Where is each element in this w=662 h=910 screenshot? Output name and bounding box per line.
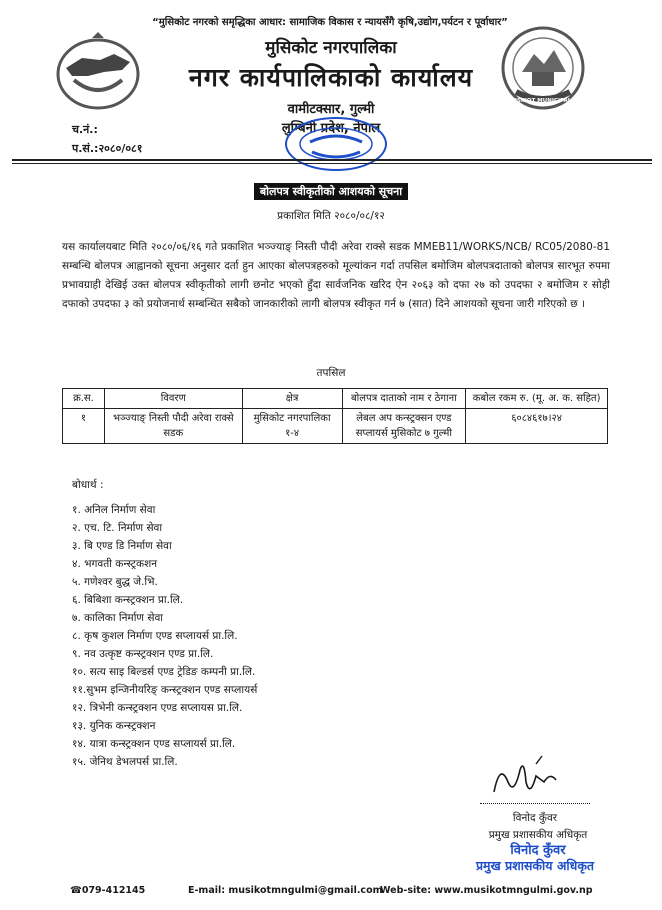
address-line-1: वामीटक्सार, गुल्मी [287, 102, 375, 117]
cell-bidder: लेबल अप कन्स्ट्रक्सन एण्ड सप्लायर्स मुसिकोट ७ गुल्मी [342, 409, 466, 444]
list-item: २. एच. टि. निर्माण सेवा [72, 522, 163, 534]
stamp-signatory-name: विनोद कुँवर [510, 843, 566, 858]
list-item: १. अनिल निर्माण सेवा [72, 504, 156, 516]
municipality-logo-text: MUSIKOT MUNICIPALITY [506, 98, 582, 104]
municipality-name: मुसिकोट नगरपालिका [265, 38, 397, 58]
list-item: ३. बि एण्ड डि निर्माण सेवा [72, 540, 172, 552]
stamp-signatory-designation: प्रमुख प्रशासकीय अधिकृत [475, 858, 595, 873]
copy-to-title: बोधार्थ : [72, 479, 104, 491]
address-line-2: लुम्बिनी प्रदेश, नेपाल [281, 121, 381, 136]
reference-number: च.नं.: [72, 123, 98, 136]
header-rule-thin [12, 163, 652, 164]
registration-number: प.सं.:२०८०/०८१ [72, 142, 143, 155]
footer-website: Web-site: www.musikotmngulmi.gov.np [380, 885, 593, 896]
list-item: १५. जेनिथ डेभलपर्स प्रा.लि. [72, 756, 178, 768]
footer-email: E-mail: musikotmngulmi@gmail.com [188, 885, 383, 896]
list-item: १३. युनिक कन्स्ट्रक्शन [72, 720, 156, 732]
signatory-designation: प्रमुख प्रशासकीय अधिकृत [488, 829, 588, 841]
table-caption: तपसिल [316, 367, 346, 379]
published-date: प्रकाशित मिति २०८०/०८/१२ [277, 210, 385, 222]
list-item: १४. यात्रा कन्स्ट्रक्शन एण्ड सप्लायर्स प्रा.लि. [72, 738, 236, 750]
signatory-name: विनोद कुँवर [512, 812, 558, 824]
bid-table [62, 388, 608, 444]
list-item: १२. त्रिभेनी कन्स्ट्रक्शन एण्ड सप्लायस प्रा.लि. [72, 702, 243, 714]
list-item: ५. गणेश्वर बुद्ध जे.भि. [72, 576, 158, 588]
signature-line [480, 803, 590, 804]
cell-description: भञ्ज्याङ् निस्ती पौदी अरेवा राक्से सडक [104, 409, 242, 444]
notice-title [0, 180, 662, 199]
list-item: ९. नव उत्कृष्ट कन्स्ट्रक्शन एण्ड प्रा.लि. [72, 648, 214, 660]
header-description: विवरण [104, 389, 242, 409]
table-row [63, 409, 608, 444]
cell-area: मुसिकोट नगरपालिका १-४ [242, 409, 342, 444]
list-item: ७. कालिका निर्माण सेवा [72, 612, 164, 624]
header-bidder: बोलपत्र दाताको नाम र ठेगाना [342, 389, 466, 409]
header-slogan: “मुसिकोट नगरको समृद्धिका आधार: सामाजिक विकास र न्यायसँगै कृषि,उद्योग,पर्यटन र पूर्वाधार” [152, 17, 508, 28]
header-serial: क्र.स. [63, 389, 105, 409]
office-name: नगर कार्यपालिकाको कार्यालय [188, 63, 474, 92]
footer-phone: ☎079-412145 [70, 885, 146, 896]
copy-to-list [72, 501, 472, 771]
list-item: ८. कृष कुशल निर्माण एण्ड सप्लायर्स प्रा.लि. [72, 630, 238, 642]
header-area: क्षेत्र [242, 389, 342, 409]
list-item: १०. सत्य साइ बिल्डर्स एण्ड ट्रेडिङ कम्पनी प्रा.लि. [72, 666, 256, 678]
table-header-row [63, 389, 608, 409]
office-stamp [280, 112, 392, 176]
cell-serial: १ [63, 409, 105, 444]
notice-body: यस कार्यालयबाट मिति २०८०/०६/१६ गते प्रकाशित भञ्ज्याङ् निस्ती पौदी अरेवा राक्से सडक MMEB11/WORKS/NCB/ RC05/2080-81 सम्बन्धि बोलपत्र आह्वानको सूचना अनुसार दर्ता हुन आएका बोलपत्रहरुको मूल्यांकन गर्दा तपसिल बमोजिम बोलपत्रदाताको बोलपत्र सारभूत रुपमा प्रभावग्राही देखिई उक्त बोलपत्र स्वीकृतीको लागी छनोट भएको हुँदा सार्वजनिक खरिद ऐन २०६३ को दफा २७ को उपदफा २ बमोजिम र सोही दफाको उपदफा ३ को प्रयोजनार्थ सम्बन्धित सबैको जानकारीको लागी बोलपत्र स्वीकृत गर्न ७ (सात) दिने आशयको सूचना जारी गरिएको छ । [62, 241, 610, 310]
list-item: ४. भगवती कन्स्ट्रकशन [72, 558, 158, 570]
cell-amount: ६०८४६१७।२४ [466, 409, 608, 444]
header-amount: कबोल रकम रु. (मू. अ. क. सहित) [466, 389, 608, 409]
handwritten-signature [486, 752, 576, 802]
list-item: ११.सुभम इन्जिनीयरिङ् कन्स्ट्रक्शन एण्ड सप्लायर्स [72, 684, 258, 696]
notice-title-text: बोलपत्र स्वीकृतीको आशयको सूचना [254, 183, 408, 200]
header-rule [12, 159, 652, 161]
list-item: ६. बिबिशा कन्स्ट्रक्शन प्रा.लि. [72, 594, 184, 606]
